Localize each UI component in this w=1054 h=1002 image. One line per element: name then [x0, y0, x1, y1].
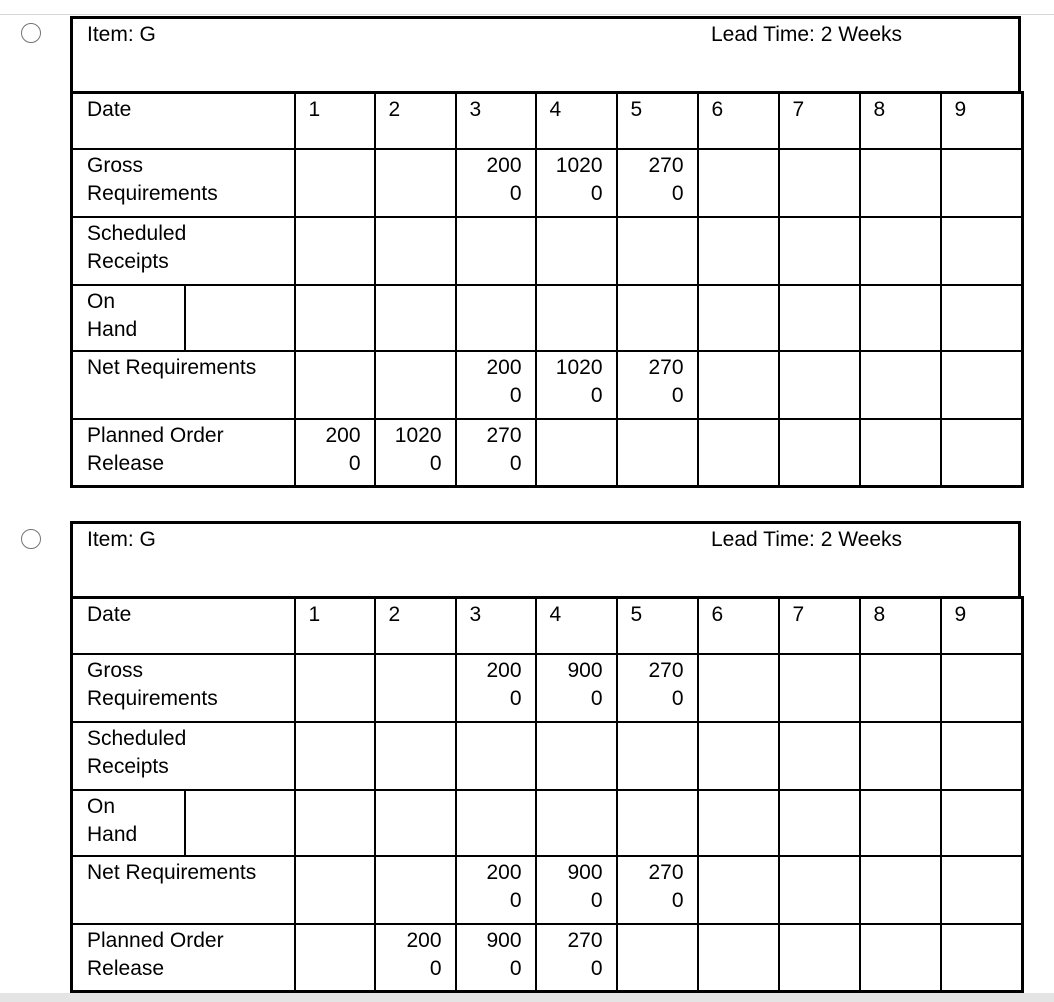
on-hand-cell: [536, 285, 617, 351]
planned-order-release-cell: [941, 924, 1023, 992]
on-hand-initial-cell: [185, 790, 295, 856]
period-header: 2: [375, 598, 456, 654]
period-header: 3: [456, 93, 536, 149]
on-hand-label: [72, 790, 185, 856]
net-requirements-value: 0: [590, 888, 603, 912]
scheduled-receipts-cell: [779, 722, 860, 790]
net-requirements-cell: [779, 351, 860, 419]
net-requirements-cell: [536, 351, 617, 419]
net-requirements-value: 0: [671, 888, 684, 912]
period-header: 1: [295, 93, 375, 149]
scheduled-receipts-cell: [779, 217, 860, 285]
on-hand-cell: [779, 790, 860, 856]
gross-requirements-value: 900: [567, 658, 603, 682]
mrp-table-option-a: [70, 16, 1021, 488]
on-hand-cell: [941, 285, 1023, 351]
top-divider: [0, 14, 1054, 15]
period-header: 8: [860, 93, 941, 149]
gross-requirements-label-line: Requirements: [87, 181, 218, 205]
period-header: 9: [941, 598, 1023, 654]
period-header: 2: [375, 93, 456, 149]
scheduled-receipts-cell: [456, 217, 536, 285]
on-hand-cell: [456, 790, 536, 856]
planned-order-release-cell: [779, 419, 860, 487]
planned-order-release-value: 0: [509, 956, 522, 980]
net-requirements-value: 270: [648, 355, 684, 379]
net-requirements-value: 900: [567, 860, 603, 884]
planned-order-release-cell: [456, 419, 536, 487]
net-requirements-cell: [456, 856, 536, 924]
net-requirements-cell: [779, 856, 860, 924]
item-header: [70, 16, 1021, 91]
scheduled-receipts-cell: [698, 217, 779, 285]
on-hand-cell: [536, 790, 617, 856]
gross-requirements-row: [72, 654, 1023, 722]
planned-order-release-value: 200: [325, 423, 361, 447]
gross-requirements-value: 0: [671, 181, 684, 205]
planned-order-release-cell: [536, 924, 617, 992]
gross-requirements-value: 200: [486, 658, 522, 682]
period-header: 8: [860, 598, 941, 654]
on-hand-cell: [860, 285, 941, 351]
period-header: 1: [295, 598, 375, 654]
gross-requirements-cell: [860, 149, 941, 217]
on-hand-cell: [375, 790, 456, 856]
gross-requirements-cell: [456, 149, 536, 217]
planned-order-release-cell: [617, 419, 698, 487]
net-requirements-value: 0: [509, 383, 522, 407]
gross-requirements-cell: [456, 654, 536, 722]
scheduled-receipts-cell: [941, 722, 1023, 790]
planned-order-release-cell: [375, 419, 456, 487]
scheduled-receipts-cell: [860, 217, 941, 285]
gross-requirements-value: 0: [590, 181, 603, 205]
mrp-table-option-b: [70, 521, 1021, 993]
on-hand-cell: [456, 285, 536, 351]
gross-requirements-cell: [860, 654, 941, 722]
gross-requirements-row: [72, 149, 1023, 217]
net-requirements-cell: [536, 856, 617, 924]
on-hand-cell: [698, 285, 779, 351]
planned-order-release-cell: [375, 924, 456, 992]
lead-time-label: Lead Time: 2 Weeks: [711, 528, 903, 551]
on-hand-label: [72, 285, 185, 351]
scheduled-receipts-label: [72, 217, 295, 285]
item-label: Item: G: [87, 528, 156, 551]
period-header: 7: [779, 93, 860, 149]
net-requirements-value: 200: [486, 860, 522, 884]
net-requirements-value: 270: [648, 860, 684, 884]
gross-requirements-cell: [295, 654, 375, 722]
gross-requirements-value: 1020: [555, 153, 603, 177]
planned-order-release-label-line: Release: [87, 451, 165, 475]
scheduled-receipts-cell: [295, 217, 375, 285]
planned-order-release-cell: [860, 419, 941, 487]
net-requirements-value: 0: [671, 383, 684, 407]
net-requirements-value: 0: [509, 888, 522, 912]
net-requirements-cell: [295, 856, 375, 924]
planned-order-release-cell: [941, 419, 1023, 487]
date-label: [72, 598, 295, 654]
net-requirements-value: 1020: [555, 355, 603, 379]
on-hand-cell: [295, 285, 375, 351]
item-label: Item: G: [87, 23, 156, 46]
planned-order-release-value: 0: [429, 956, 442, 980]
date-label-line: Date: [87, 603, 132, 626]
net-requirements-cell: [860, 351, 941, 419]
net-requirements-label-line: Net Requirements: [87, 355, 257, 379]
gross-requirements-value: 0: [509, 686, 522, 710]
scheduled-receipts-cell: [295, 722, 375, 790]
gross-requirements-label-line: Gross: [87, 658, 144, 682]
scheduled-receipts-label: [72, 722, 295, 790]
scheduled-receipts-row: [72, 217, 1023, 285]
net-requirements-cell: [941, 856, 1023, 924]
net-requirements-label: [72, 351, 295, 419]
gross-requirements-cell: [295, 149, 375, 217]
net-requirements-row: [72, 856, 1023, 924]
period-header: 7: [779, 598, 860, 654]
planned-order-release-row: [72, 419, 1023, 487]
item-header: [70, 521, 1021, 596]
option-b-radio[interactable]: [21, 529, 41, 549]
on-hand-label-line: Hand: [87, 822, 138, 846]
gross-requirements-cell: [536, 149, 617, 217]
gross-requirements-cell: [698, 654, 779, 722]
gross-requirements-cell: [941, 654, 1023, 722]
scheduled-receipts-cell: [617, 217, 698, 285]
gross-requirements-cell: [698, 149, 779, 217]
gross-requirements-value: 200: [486, 153, 522, 177]
mrp-grid: [70, 91, 1024, 488]
net-requirements-cell: [375, 351, 456, 419]
gross-requirements-cell: [779, 149, 860, 217]
planned-order-release-label-line: Planned Order: [87, 423, 224, 447]
lead-time-label: Lead Time: 2 Weeks: [711, 23, 903, 46]
planned-order-release-cell: [456, 924, 536, 992]
on-hand-label-line: On: [87, 794, 116, 818]
net-requirements-cell: [698, 856, 779, 924]
gross-requirements-cell: [617, 654, 698, 722]
scheduled-receipts-label-line: Scheduled: [87, 726, 187, 750]
gross-requirements-cell: [375, 654, 456, 722]
gross-requirements-label: [72, 149, 295, 217]
on-hand-cell: [698, 790, 779, 856]
planned-order-release-cell: [295, 924, 375, 992]
net-requirements-value: 0: [590, 383, 603, 407]
gross-requirements-cell: [941, 149, 1023, 217]
on-hand-row: [72, 285, 1023, 351]
gross-requirements-cell: [536, 654, 617, 722]
bottom-scroll-area: [0, 993, 1054, 1002]
gross-requirements-cell: [779, 654, 860, 722]
planned-order-release-value: 270: [567, 928, 603, 952]
planned-order-release-label-line: Planned Order: [87, 928, 224, 952]
gross-requirements-value: 270: [648, 153, 684, 177]
net-requirements-cell: [941, 351, 1023, 419]
planned-order-release-row: [72, 924, 1023, 992]
on-hand-cell: [617, 790, 698, 856]
planned-order-release-value: 270: [486, 423, 522, 447]
on-hand-initial-cell: [185, 285, 295, 351]
on-hand-cell: [779, 285, 860, 351]
net-requirements-label: [72, 856, 295, 924]
on-hand-label-line: On: [87, 289, 116, 313]
scheduled-receipts-cell: [617, 722, 698, 790]
planned-order-release-value: 200: [406, 928, 442, 952]
scheduled-receipts-cell: [698, 722, 779, 790]
on-hand-cell: [375, 285, 456, 351]
date-row: [72, 93, 1023, 149]
option-a-radio[interactable]: [21, 23, 41, 43]
gross-requirements-label: [72, 654, 295, 722]
planned-order-release-cell: [698, 419, 779, 487]
planned-order-release-cell: [698, 924, 779, 992]
scheduled-receipts-label-line: Receipts: [87, 249, 169, 273]
on-hand-cell: [941, 790, 1023, 856]
on-hand-cell: [295, 790, 375, 856]
gross-requirements-value: 0: [671, 686, 684, 710]
on-hand-label-line: Hand: [87, 317, 138, 341]
gross-requirements-cell: [375, 149, 456, 217]
gross-requirements-label-line: Gross: [87, 153, 144, 177]
planned-order-release-value: 0: [429, 451, 442, 475]
scheduled-receipts-cell: [941, 217, 1023, 285]
period-header: 3: [456, 598, 536, 654]
net-requirements-cell: [295, 351, 375, 419]
gross-requirements-value: 270: [648, 658, 684, 682]
planned-order-release-value: 0: [590, 956, 603, 980]
scheduled-receipts-label-line: Receipts: [87, 754, 169, 778]
scheduled-receipts-row: [72, 722, 1023, 790]
planned-order-release-label: [72, 924, 295, 992]
on-hand-cell: [860, 790, 941, 856]
on-hand-cell: [617, 285, 698, 351]
mrp-grid: [70, 596, 1024, 993]
gross-requirements-label-line: Requirements: [87, 686, 218, 710]
planned-order-release-label: [72, 419, 295, 487]
scheduled-receipts-label-line: Scheduled: [87, 221, 187, 245]
gross-requirements-cell: [617, 149, 698, 217]
scheduled-receipts-cell: [860, 722, 941, 790]
net-requirements-cell: [617, 856, 698, 924]
net-requirements-value: 200: [486, 355, 522, 379]
net-requirements-cell: [617, 351, 698, 419]
period-header: 5: [617, 598, 698, 654]
gross-requirements-value: 0: [509, 181, 522, 205]
date-label-line: Date: [87, 98, 132, 121]
planned-order-release-cell: [860, 924, 941, 992]
planned-order-release-cell: [536, 419, 617, 487]
planned-order-release-value: 0: [509, 451, 522, 475]
net-requirements-row: [72, 351, 1023, 419]
period-header: 6: [698, 93, 779, 149]
planned-order-release-value: 900: [486, 928, 522, 952]
scheduled-receipts-cell: [375, 217, 456, 285]
gross-requirements-value: 0: [590, 686, 603, 710]
date-row: [72, 598, 1023, 654]
net-requirements-cell: [456, 351, 536, 419]
planned-order-release-cell: [779, 924, 860, 992]
planned-order-release-label-line: Release: [87, 956, 165, 980]
period-header: 9: [941, 93, 1023, 149]
period-header: 5: [617, 93, 698, 149]
date-label: [72, 93, 295, 149]
net-requirements-cell: [860, 856, 941, 924]
planned-order-release-cell: [295, 419, 375, 487]
scheduled-receipts-cell: [536, 217, 617, 285]
scheduled-receipts-cell: [456, 722, 536, 790]
period-header: 4: [536, 598, 617, 654]
scheduled-receipts-cell: [536, 722, 617, 790]
period-header: 4: [536, 93, 617, 149]
net-requirements-cell: [698, 351, 779, 419]
on-hand-row: [72, 790, 1023, 856]
net-requirements-label-line: Net Requirements: [87, 860, 257, 884]
net-requirements-cell: [375, 856, 456, 924]
planned-order-release-value: 1020: [394, 423, 442, 447]
period-header: 6: [698, 598, 779, 654]
scheduled-receipts-cell: [375, 722, 456, 790]
planned-order-release-value: 0: [348, 451, 361, 475]
planned-order-release-cell: [617, 924, 698, 992]
